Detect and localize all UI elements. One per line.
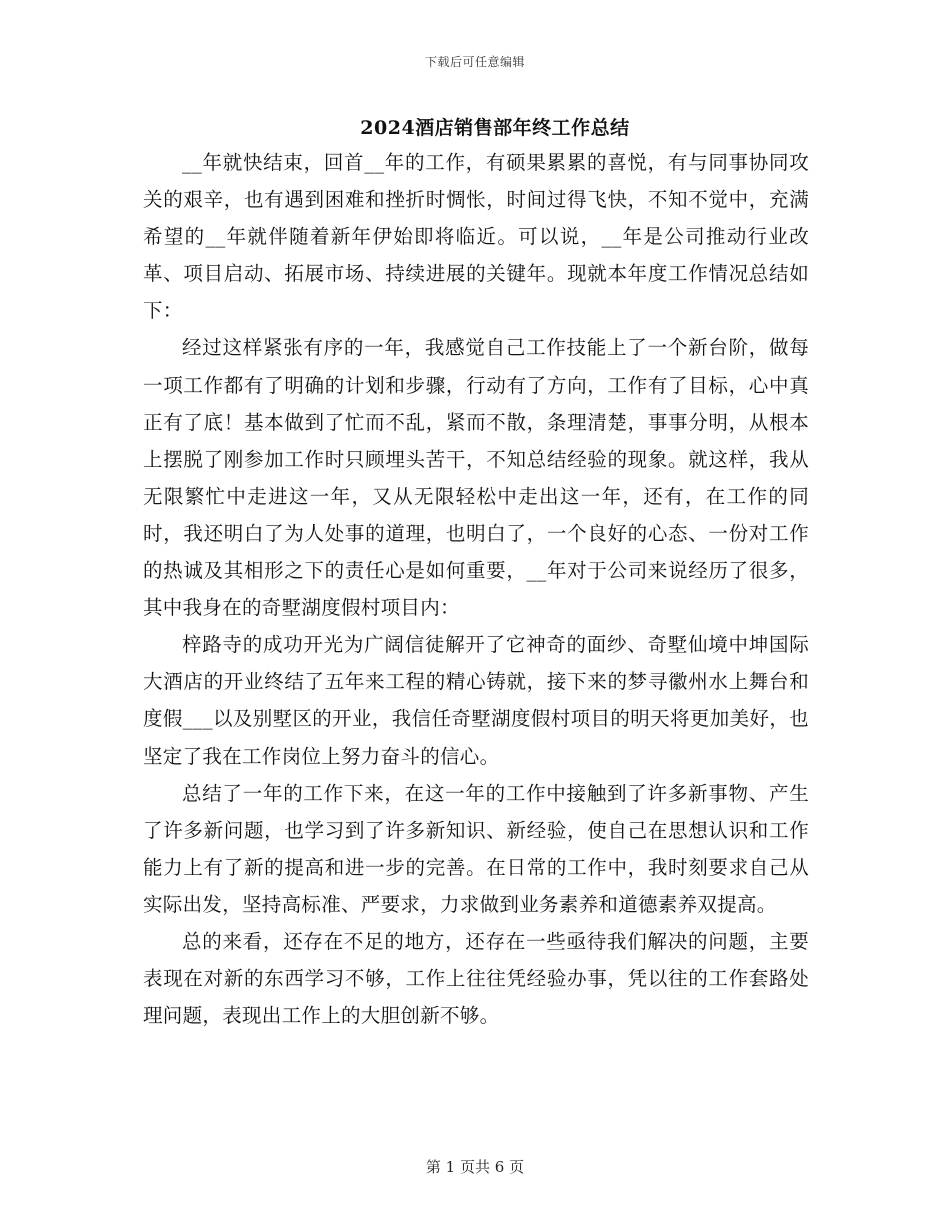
document-body	[143, 144, 809, 1034]
paragraph-4: 总结了一年的工作下来，在这一年的工作中接触到了许多新事物、产生了许多新问题，也学习到了许多新知识、新经验，使自己在思想认识和工作能力上有了新的提高和进一步的完善。在日常的工作中，我时刻要求自己从实际出发，坚持高标准、严要求，力求做到业务素养和道德素养双提高。	[143, 781, 809, 916]
header-note: 下载后可任意编辑	[424, 55, 525, 69]
paragraph-1: __年就快结束，回首__年的工作，有硕果累累的喜悦，有与同事协同攻关的艰辛，也有遇到困难和挫折时惆怅，时间过得飞快，不知不觉中，充满希望的__年就伴随着新年伊始即将临近。可以说，__年是公司推动行业改革、项目启动、拓展市场、持续进展的关键年。现就本年度工作情况总结如下：	[143, 151, 809, 323]
page-indicator: 第 1 页共 6 页	[425, 1158, 525, 1176]
paragraph-2: 经过这样紧张有序的一年，我感觉自己工作技能上了一个新台阶，做每一项工作都有了明确的计划和步骤，行动有了方向，工作有了目标，心中真正有了底！基本做到了忙而不乱，紧而不散，条理清楚，事事分明，从根本上摆脱了刚参加工作时只顾埋头苦干，不知总结经验的现象。就这样，我从无限繁忙中走进这一年，又从无限轻松中走出这一年，还有，在工作的同时，我还明白了为人处事的道理，也明白了，一个良好的心态、一份对工作的热诚及其相形之下的责任心是如何重要，__年对于公司来说经历了很多，其中我身在的奇墅湖度假村项目内：	[143, 336, 809, 620]
paragraph-3: 梓路寺的成功开光为广阔信徒解开了它神奇的面纱、奇墅仙境中坤国际大酒店的开业终结了五年来工程的精心铸就，接下来的梦寻徽州水上舞台和度假___以及别墅区的开业，我信任奇墅湖度假村项目的明天将更加美好，也坚定了我在工作岗位上努力奋斗的信心。	[143, 633, 809, 768]
document-title: 2024酒店销售部年终工作总结	[360, 117, 630, 139]
paragraph-5: 总的来看，还存在不足的地方，还存在一些亟待我们解决的问题，主要表现在对新的东西学习不够，工作上往往凭经验办事，凭以往的工作套路处理问题，表现出工作上的大胆创新不够。	[143, 929, 809, 1028]
